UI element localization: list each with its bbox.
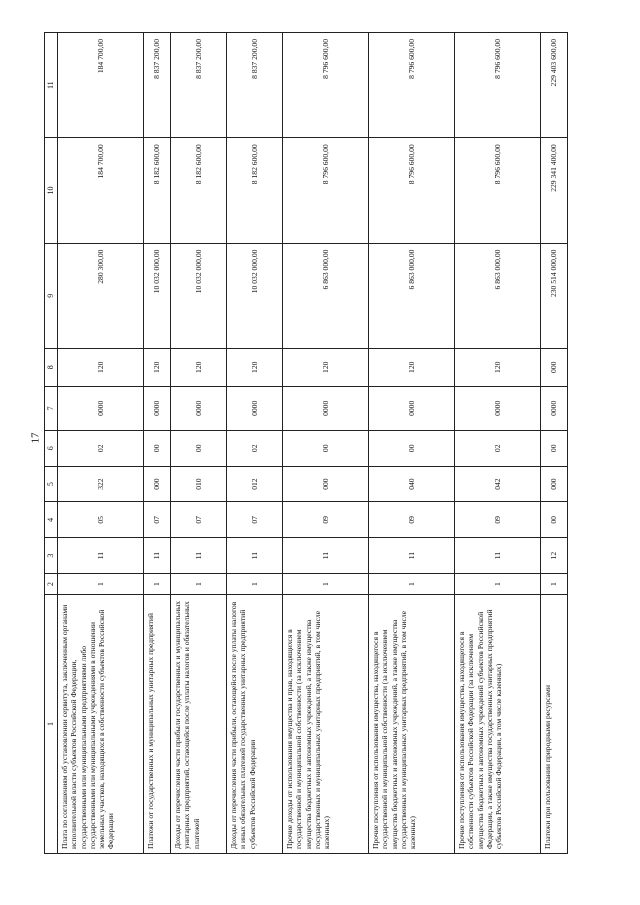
cell-col-5: 322: [58, 466, 144, 502]
cell-col-11: 229 403 600,00: [541, 33, 568, 138]
page-number: 17: [29, 432, 42, 444]
header-col-7: 7: [45, 386, 58, 430]
cell-col-3: 11: [369, 538, 455, 574]
cell-col-7: 0000: [227, 386, 283, 430]
cell-col-4: 09: [369, 502, 455, 538]
row-name: Прочие поступления от использования имущества, находящегося в государственной и муниципальной собственности (за исключением имущества бюджетных и автономных учреждений, а также имущества государственных и муниципальных унитарных предприятий, в том числе казенных): [369, 595, 455, 854]
cell-col-4: 07: [171, 502, 227, 538]
cell-col-3: 12: [541, 538, 568, 574]
cell-col-8: 120: [58, 348, 144, 386]
cell-col-7: 0000: [58, 386, 144, 430]
cell-col-4: 00: [541, 502, 568, 538]
cell-col-3: 11: [144, 538, 171, 574]
cell-col-10: 8 796 600,00: [369, 138, 455, 243]
table-row: [283, 33, 369, 854]
cell-col-6: 00: [541, 430, 568, 466]
cell-col-2: 1: [369, 574, 455, 595]
table-row: [369, 33, 455, 854]
header-col-9: 9: [45, 243, 58, 348]
cell-col-9: 10 032 000,00: [171, 243, 227, 348]
row-name: Плата по соглашениям об установлении сервитута, заключенным органами исполнительной власти субъектов Российской Федерации, государственными или муниципальными предприятиями либо государственными или муниципальными учреждениями в отношении земельных участков, находящихся в собственности субъектов Российской Федерации: [58, 595, 144, 854]
cell-col-2: 1: [541, 574, 568, 595]
header-col-5: 5: [45, 466, 58, 502]
header-col-11: 11: [45, 33, 58, 138]
cell-col-7: 0000: [144, 386, 171, 430]
header-col-10: 10: [45, 138, 58, 243]
table-row: [171, 33, 227, 854]
budget-revenue-table: [44, 32, 568, 854]
cell-col-8: 000: [541, 348, 568, 386]
cell-col-10: 184 700,00: [58, 138, 144, 243]
cell-col-11: 8 837 200,00: [171, 33, 227, 138]
cell-col-7: 0000: [541, 386, 568, 430]
cell-col-5: 000: [541, 466, 568, 502]
cell-col-8: 120: [455, 348, 541, 386]
cell-col-3: 11: [58, 538, 144, 574]
cell-col-6: 00: [144, 430, 171, 466]
cell-col-11: 8 837 200,00: [144, 33, 171, 138]
row-name: Прочие поступления от использования имущества, находящегося в собственности субъектов Российской Федерации (за исключением имущества бюджетных и автономных учреждений субъектов Российской Федерации, а также имущества государственных унитарных предприятий субъектов Российской Федерации, в том числе казенных): [455, 595, 541, 854]
cell-col-7: 0000: [283, 386, 369, 430]
cell-col-5: 000: [144, 466, 171, 502]
cell-col-6: 02: [227, 430, 283, 466]
cell-col-4: 07: [144, 502, 171, 538]
cell-col-11: 8 796 600,00: [455, 33, 541, 138]
row-name: Доходы от перечисления части прибыли, остающейся после уплаты налогов и иных обязательных платежей государственных унитарных предприятий субъектов Российской Федерации: [227, 595, 283, 854]
cell-col-10: 8 182 600,00: [227, 138, 283, 243]
cell-col-8: 120: [227, 348, 283, 386]
header-col-2: 2: [45, 574, 58, 595]
cell-col-8: 120: [283, 348, 369, 386]
cell-col-8: 120: [171, 348, 227, 386]
header-row: [45, 33, 58, 854]
cell-col-11: 8 837 200,00: [227, 33, 283, 138]
cell-col-7: 0000: [455, 386, 541, 430]
cell-col-5: 010: [171, 466, 227, 502]
cell-col-9: 10 032 000,00: [227, 243, 283, 348]
cell-col-7: 0000: [369, 386, 455, 430]
cell-col-7: 0000: [171, 386, 227, 430]
cell-col-6: 00: [369, 430, 455, 466]
header-col-1: 1: [45, 595, 58, 854]
budget-table-container: [44, 32, 566, 854]
table-row: [144, 33, 171, 854]
cell-col-2: 1: [227, 574, 283, 595]
cell-col-4: 09: [455, 502, 541, 538]
cell-col-9: 230 514 000,00: [541, 243, 568, 348]
cell-col-6: 02: [58, 430, 144, 466]
table-row: [455, 33, 541, 854]
cell-col-10: 8 796 600,00: [455, 138, 541, 243]
cell-col-9: 280 300,00: [58, 243, 144, 348]
row-name: Платежи от государственных и муниципальных унитарных предприятий: [144, 595, 171, 854]
cell-col-9: 6 863 000,00: [369, 243, 455, 348]
cell-col-6: 02: [455, 430, 541, 466]
cell-col-9: 6 863 000,00: [455, 243, 541, 348]
cell-col-11: 8 796 600,00: [283, 33, 369, 138]
cell-col-2: 1: [455, 574, 541, 595]
cell-col-3: 11: [283, 538, 369, 574]
header-col-8: 8: [45, 348, 58, 386]
cell-col-2: 1: [144, 574, 171, 595]
cell-col-9: 6 863 000,00: [283, 243, 369, 348]
row-name: Доходы от перечисления части прибыли государственных и муниципальных унитарных предприятий, остающейся после уплаты налогов и обязательных платежей: [171, 595, 227, 854]
cell-col-4: 09: [283, 502, 369, 538]
cell-col-10: 8 796 600,00: [283, 138, 369, 243]
cell-col-5: 042: [455, 466, 541, 502]
cell-col-2: 1: [283, 574, 369, 595]
cell-col-10: 229 341 400,00: [541, 138, 568, 243]
cell-col-10: 8 182 600,00: [171, 138, 227, 243]
rotated-table-wrapper: [44, 32, 566, 854]
cell-col-4: 07: [227, 502, 283, 538]
cell-col-9: 10 032 000,00: [144, 243, 171, 348]
cell-col-3: 11: [171, 538, 227, 574]
cell-col-2: 1: [58, 574, 144, 595]
cell-col-5: 012: [227, 466, 283, 502]
cell-col-6: 00: [283, 430, 369, 466]
cell-col-3: 11: [455, 538, 541, 574]
row-name: Платежи при пользовании природными ресурсами: [541, 595, 568, 854]
header-col-4: 4: [45, 502, 58, 538]
cell-col-8: 120: [369, 348, 455, 386]
cell-col-6: 00: [171, 430, 227, 466]
cell-col-5: 000: [283, 466, 369, 502]
cell-col-11: 184 700,00: [58, 33, 144, 138]
table-row: [227, 33, 283, 854]
cell-col-5: 040: [369, 466, 455, 502]
header-col-3: 3: [45, 538, 58, 574]
cell-col-3: 11: [227, 538, 283, 574]
table-row: [541, 33, 568, 854]
cell-col-4: 05: [58, 502, 144, 538]
table-row: [58, 33, 144, 854]
row-name: Прочие доходы от использования имущества и прав, находящихся в государственной и муниципальной собственности (за исключением имущества бюджетных и автономных учреждений, а также имущества государственных и муниципальных унитарных предприятий, в том числе казенных): [283, 595, 369, 854]
cell-col-8: 120: [144, 348, 171, 386]
cell-col-11: 8 796 600,00: [369, 33, 455, 138]
header-col-6: 6: [45, 430, 58, 466]
cell-col-10: 8 182 600,00: [144, 138, 171, 243]
cell-col-2: 1: [171, 574, 227, 595]
